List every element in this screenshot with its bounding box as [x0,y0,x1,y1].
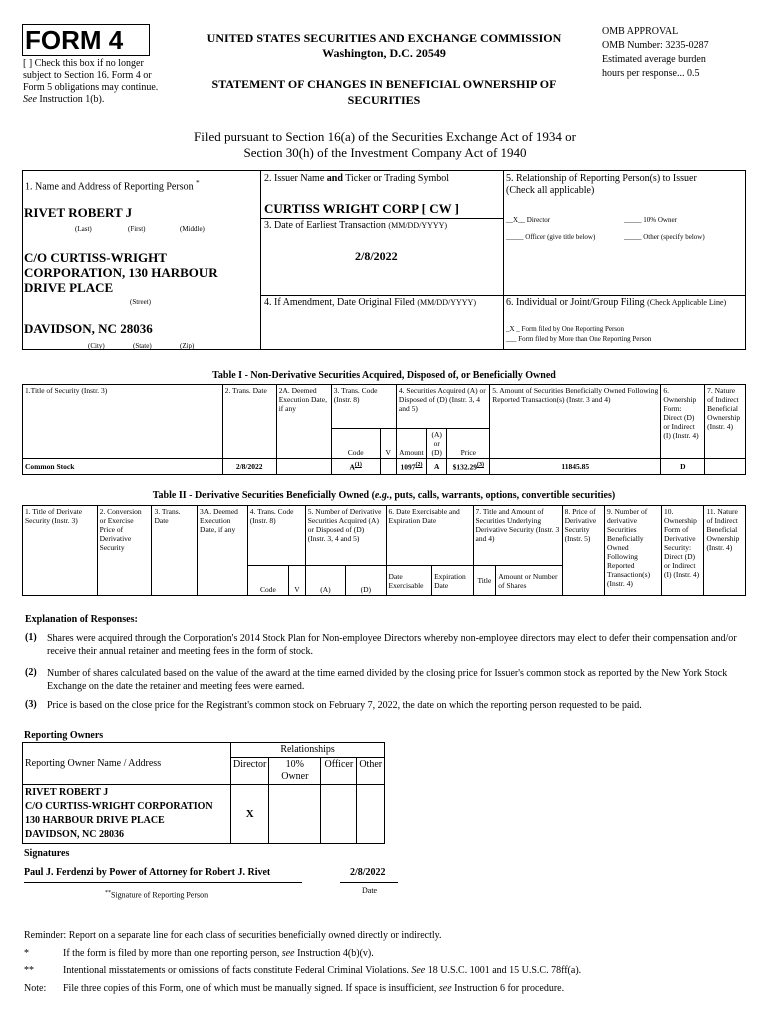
t1-row-date: 2/8/2022 [222,459,276,475]
rel-ten-percent: _____ 10% Owner [624,216,677,224]
footnote-link[interactable]: (2) [415,462,423,469]
sig-footnote: ** [105,890,111,896]
t1-h1: 1.Title of Security (Instr. 3) [23,385,223,459]
owner-line-1: RIVET ROBERT J [25,787,109,798]
t2-h9: 9. Number of derivative Securities Beneficially Owned Following Reported Transaction(s) (Instr. 4) [605,506,662,596]
rel-officer: _____ Officer (give title below) [506,233,596,241]
footnote-num: (2) [25,667,37,678]
filed-pursuant-1: Filed pursuant to Section 16(a) of the Securities Exchange Act of 1934 or [194,129,576,144]
signer: Paul J. Ferdenzi by Power of Attorney for Robert J. Rivet [24,867,271,878]
table-row [23,785,385,844]
footnote-link[interactable]: (1) [354,462,362,469]
box2-and: and [326,173,343,184]
footnote-text: Shares were acquired through the Corporation's 2014 Stock Plan for Non-employee Directors whereby non-employee directors may elect to defer their compensation and/or receive their annual retainer and meeting fees in the form of stock. [47,633,737,657]
t2-expiration: Expiration Date [432,566,473,596]
form-title-box [22,24,150,56]
t2-h7: 7. Title and Amount of Securities Underlying Derivative Security (Instr. 3 and 4) [473,506,562,566]
owners-heading: Reporting Owners [24,730,104,741]
owners-table [22,742,385,844]
t1-h2: 2. Trans. Date [222,385,276,459]
box1-label-text: 1. Name and Address of Reporting Person [25,181,194,193]
footnote-3 [25,699,737,712]
table1-title: Table I - Non-Derivative Securities Acquired, Disposed of, or Beneficially Owned [212,370,556,381]
owners-officer: Officer [321,758,357,785]
t1-row-amount [396,459,426,475]
check-box-instruction: [ ] Check this box if no longer subject to Section 16. Form 4 or Form 5 obligations may continue. [23,58,159,93]
instruction-ref: Instruction 1(b). [39,94,105,105]
street-line-3: DRIVE PLACE [24,280,114,295]
box1-label [25,177,200,193]
box4-label-text: 4. If Amendment, Date Original Filed [264,297,415,308]
agency-city: Washington, D.C. 20549 [322,46,446,60]
street-line-2: CORPORATION, 130 HARBOUR [24,265,218,280]
t1-h2a: 2A. Deemed Execution Date, if any [276,385,331,459]
t2-code: Code [247,566,288,596]
t2-h10: 10. Ownership Form of Derivative Security: Direct (D) or Indirect (I) (Instr. 4) [661,506,703,596]
label-zip: (Zip) [180,342,195,350]
star-text: If the form is filed by more than one reporting person, [63,948,280,959]
table2-title [22,490,746,502]
city-state-zip: DAVIDSON, NC 28036 [24,321,153,336]
box2-label-text: 2. Issuer Name [264,173,325,184]
issuer-name: CURTISS WRIGHT CORP [ CW ] [264,201,459,216]
t1-row-ad: A [427,459,447,475]
owners-relationships: Relationships [231,743,385,758]
explanation-heading: Explanation of Responses: [25,614,138,625]
table-row [23,459,746,475]
table2 [22,505,746,596]
t2-d: (D) [346,566,386,596]
see-word: See [411,965,426,976]
box1-star: * [196,179,200,187]
t1-price: Price [447,429,490,459]
signature-label [105,888,208,901]
t1-row-deemed [276,459,331,475]
burden-line-1: Estimated average burden [602,54,706,65]
filed-by-one: _X _ Form filed by One Reporting Person [506,325,625,333]
rel-director: __X__ Director [506,216,551,224]
reporting-person-name: RIVET ROBERT J [24,205,133,220]
t2-h4: 4. Trans. Code (Instr. 8) [247,506,305,566]
t1-row-title: Common Stock [23,459,223,475]
table1 [22,384,746,475]
note-tail: Instruction 6 for procedure. [454,983,565,994]
owners-ten: 10% Owner [269,758,321,785]
box6-label-small: (Check Applicable Line) [647,298,727,307]
reminder-dstar-text [63,965,581,977]
t2-amount-shares: Amount or Number of Shares [496,566,562,596]
reminder-line: Reminder: Report on a separate line for each class of securities beneficially owned directly or indirectly. [24,930,442,941]
omb-box [602,25,762,81]
omb-approval: OMB APPROVAL [602,26,679,37]
earliest-transaction-date: 2/8/2022 [355,249,398,263]
t1-h4: 4. Securities Acquired (A) or Disposed of (D) (Instr. 3, 4 and 5) [396,385,489,429]
omb-number: OMB Number: 3235-0287 [602,40,709,51]
t2-a: (A) [305,566,345,596]
divider-h2 [260,295,746,296]
t2-h2: 2. Conversion or Exercise Price of Derivative Security [97,506,152,596]
box2-label [264,173,449,185]
sig-label-text: Signature of Reporting Person [111,890,209,900]
box3-label [264,220,447,232]
t1-row-v [380,459,396,475]
t1-amount: Amount [396,429,426,459]
reminder-dstar: ** [24,965,34,976]
dstar-text: Intentional misstatements or omissions of facts constitute Federal Criminal Violations. [63,965,409,976]
divider-v1 [260,170,261,350]
reminder-star: * [24,948,29,959]
burden-line-2: hours per response... 0.5 [602,68,700,79]
reminder-note-text [63,983,564,995]
filed-pursuant-2: Section 30(h) of the Investment Company Act of 1940 [243,145,527,160]
box6-label-text: 6. Individual or Joint/Group Filing [506,297,645,308]
divider-h1 [260,218,503,219]
t2-date-exercisable: Date Exercisable [386,566,432,596]
label-middle: (Middle) [180,225,205,233]
t2-title-eg: e.g. [374,490,390,501]
agency-name: UNITED STATES SECURITIES AND EXCHANGE COMMISSION [206,31,562,45]
t1-row-nature [705,459,746,475]
street-line-1: C/O CURTISS-WRIGHT [24,250,167,265]
divider-v2 [503,170,504,350]
filed-by-more: ___ Form filed by More than One Reporting Person [506,335,652,343]
footnote-1 [25,632,737,658]
owner-line-4: DAVIDSON, NC 28036 [25,829,124,840]
reminder-star-text [63,948,374,960]
box3-format: (MM/DD/YYYY) [388,221,448,230]
t1-h5: 5. Amount of Securities Beneficially Owned Following Reported Transaction(s) (Instr. 3 and 4) [490,385,661,459]
t2-h3a: 3A. Deemed Execution Date, if any [198,506,248,596]
t1-row-owned: 11845.85 [490,459,661,475]
form-title: FORM 4 [25,25,124,55]
t2-h6: 6. Date Exercisable and Expiration Date [386,506,473,566]
box2-label-rest: Ticker or Trading Symbol [345,173,450,184]
footnote-text: Price is based on the close price for the Registrant's common stock on February 7, 2022, the date on which the reporting person requested to be paid. [47,700,642,711]
date-label: Date [362,886,378,895]
t1-code: Code [331,429,380,459]
owner-other-mark [357,785,385,844]
signature-line [24,882,302,883]
footnote-num: (3) [25,699,37,710]
footnote-text: Number of shares calculated based on the value of the award at the time earned divided by the closing price for Issuer's common stock as reported by the New York Stock Exchange on the date the retainer and meeting fees were earned. [47,668,728,692]
label-city: (City) [88,342,105,350]
t1-row-amount-val: 1097 [400,462,416,472]
t2-h3: 3. Trans. Date [152,506,198,596]
t1-row-form: D [661,459,705,475]
reminder-note: Note: [24,983,47,994]
date-line [340,882,398,883]
box6-label [506,297,726,309]
check-box-text [23,58,173,106]
footnote-2 [25,667,737,693]
t2-title-col: Title [473,566,496,596]
label-last: (Last) [75,225,92,233]
footnote-num: (1) [25,632,37,643]
t1-h6: 6. Ownership Form: Direct (D) or Indirect (I) (Instr. 4) [661,385,705,459]
see-word: see [281,948,295,959]
box4-label [264,297,476,309]
box5-label-2: (Check all applicable) [506,185,595,196]
owner-director-mark: X [231,785,269,844]
t1-h7: 7. Nature of Indirect Beneficial Ownership (Instr. 4) [705,385,746,459]
owners-other: Other [357,758,385,785]
see-word: See [23,94,37,105]
t2-v: V [289,566,306,596]
owners-col-name: Reporting Owner Name / Address [23,743,231,785]
owners-director: Director [231,758,269,785]
t2-h5: 5. Number of Derivative Securities Acquired (A) or Disposed of (D) (Instr. 3, 4 and 5) [305,506,386,566]
label-street: (Street) [130,298,151,306]
see-word: see [438,983,452,994]
box4-format: (MM/DD/YYYY) [417,298,476,307]
t1-h3: 3. Trans. Code (Instr. 8) [331,385,396,429]
box5-label-1: 5. Relationship of Reporting Person(s) to Issuer [506,173,697,184]
rel-other: _____ Other (specify below) [624,233,705,241]
owner-ten-mark [269,785,321,844]
t2-h11: 11. Nature of Indirect Beneficial Ownership (Instr. 4) [704,506,746,596]
box3-label-text: 3. Date of Earliest Transaction [264,220,386,231]
box5-label [506,173,697,197]
owner-line-3: 130 HARBOUR DRIVE PLACE [25,815,165,826]
dstar-tail: 18 U.S.C. 1001 and 15 U.S.C. 78ff(a). [427,965,582,976]
signature-date: 2/8/2022 [350,867,386,878]
t1-row-code-val: A [349,462,355,472]
t1-row-price [447,459,490,475]
label-state: (State) [133,342,152,350]
t1-ad: (A) or (D) [427,429,447,459]
signatures-heading: Signatures [24,848,70,859]
owner-line-2: C/O CURTISS-WRIGHT CORPORATION [25,801,213,812]
owner-officer-mark [321,785,357,844]
t2-title-a: Table II - Derivative Securities Beneficially Owned ( [152,490,375,501]
footnote-link[interactable]: (3) [477,462,484,469]
t1-v: V [380,429,396,459]
t2-title-b: , puts, calls, warrants, options, convertible securities) [389,490,616,501]
street-address [24,250,218,295]
t2-h8: 8. Price of Derivative Security (Instr. 5) [562,506,604,596]
statement-title: STATEMENT OF CHANGES IN BENEFICIAL OWNERSHIP OF SECURITIES [211,77,557,107]
t2-h1: 1. Title of Derivate Security (Instr. 3) [23,506,98,596]
label-first: (First) [128,225,146,233]
owner-address [23,785,231,844]
star-tail: Instruction 4(b)(v). [297,948,374,959]
t1-row-price-val: $132.29 [452,462,477,472]
note-text: File three copies of this Form, one of which must be manually signed. If space is insufficient, [63,983,437,994]
t1-row-code [331,459,380,475]
